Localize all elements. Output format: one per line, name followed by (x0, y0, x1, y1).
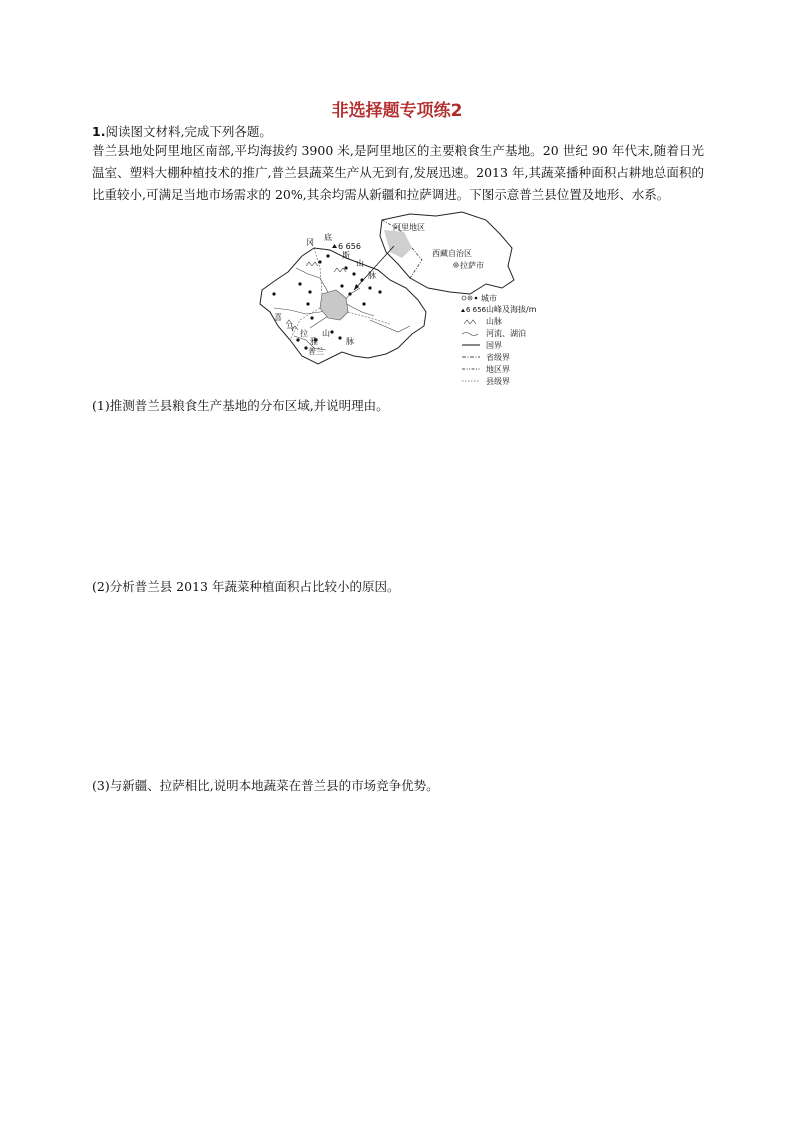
mountain-symbol-1 (306, 262, 318, 266)
legend-river: 河流、湖泊 (486, 329, 526, 338)
label-mai2: 脉 (346, 337, 354, 346)
lhasa-dot (455, 264, 457, 266)
county-boundary-2 (348, 312, 390, 324)
label-di: 底 (324, 233, 332, 242)
mountain-symbol-2 (334, 268, 346, 272)
legend-province-border: 省级界 (486, 353, 510, 362)
legend-region-border: 地区界 (486, 365, 510, 374)
label-ya: 雅 (310, 337, 318, 346)
legend-mountain: 山脉 (486, 317, 502, 326)
county-boundary-1 (314, 248, 322, 294)
label-ma: 马 (286, 323, 294, 332)
legend-county-border: 县级界 (486, 377, 510, 386)
river-4 (370, 320, 410, 332)
label-si: 斯 (342, 251, 350, 260)
label-xi: 喜 (274, 313, 282, 322)
page-title: 非选择题专项练2 (331, 101, 463, 121)
legend-national-border: 国界 (486, 341, 502, 350)
legend-peak: 山峰及海拔/m (486, 305, 537, 314)
sub-question-1: (1)推测普兰县粮食生产基地的分布区域,并说明理由。 (92, 398, 389, 413)
sub-question-2: (2)分析普兰县 2013 年蔬菜种植面积占比较小的原因。 (92, 579, 400, 594)
peak-label: 6 656 (338, 242, 361, 251)
ali-label: 阿里地区 (393, 223, 425, 232)
peak-icon (332, 244, 337, 248)
svg-text:6 656: 6 656 (466, 306, 487, 314)
legend-city: 城市 (481, 294, 497, 303)
question-header (92, 122, 272, 140)
tibet-label: 西藏自治区 (432, 249, 472, 258)
label-la: 拉 (300, 329, 308, 338)
label-mai1: 脉 (368, 271, 376, 280)
location-map (250, 208, 550, 394)
label-pulan: 普兰 (308, 347, 324, 356)
label-gang: 冈 (306, 238, 314, 247)
question-prompt: 阅读图文材料,完成下列各题。 (105, 124, 272, 139)
question-number: 1. (92, 124, 106, 139)
material-paragraph: 普兰县地处阿里地区南部,平均海拔约 3900 米,是阿里地区的主要粮食生产基地。20 世纪 90 年代末,随着日光温室、塑料大棚种植技术的推广,普兰县蔬菜生产从无到有,发展迅速。2013 年,其蔬菜播种面积占耕地总面积的比重较小,可满足当地市场需求的 20%,其余均需从新疆和拉萨调进。下图示意普兰县位置及地形、水系。 (92, 143, 704, 202)
lhasa-label: 拉萨市 (460, 261, 484, 270)
label-shan2: 山 (322, 329, 330, 338)
map-legend (461, 293, 537, 386)
label-shan1: 山 (356, 259, 364, 268)
pulan-county-fill (320, 290, 348, 320)
sub-question-3: (3)与新疆、拉萨相比,说明本地蔬菜在普兰县的市场竞争优势。 (92, 778, 439, 793)
map-svg (250, 208, 550, 394)
